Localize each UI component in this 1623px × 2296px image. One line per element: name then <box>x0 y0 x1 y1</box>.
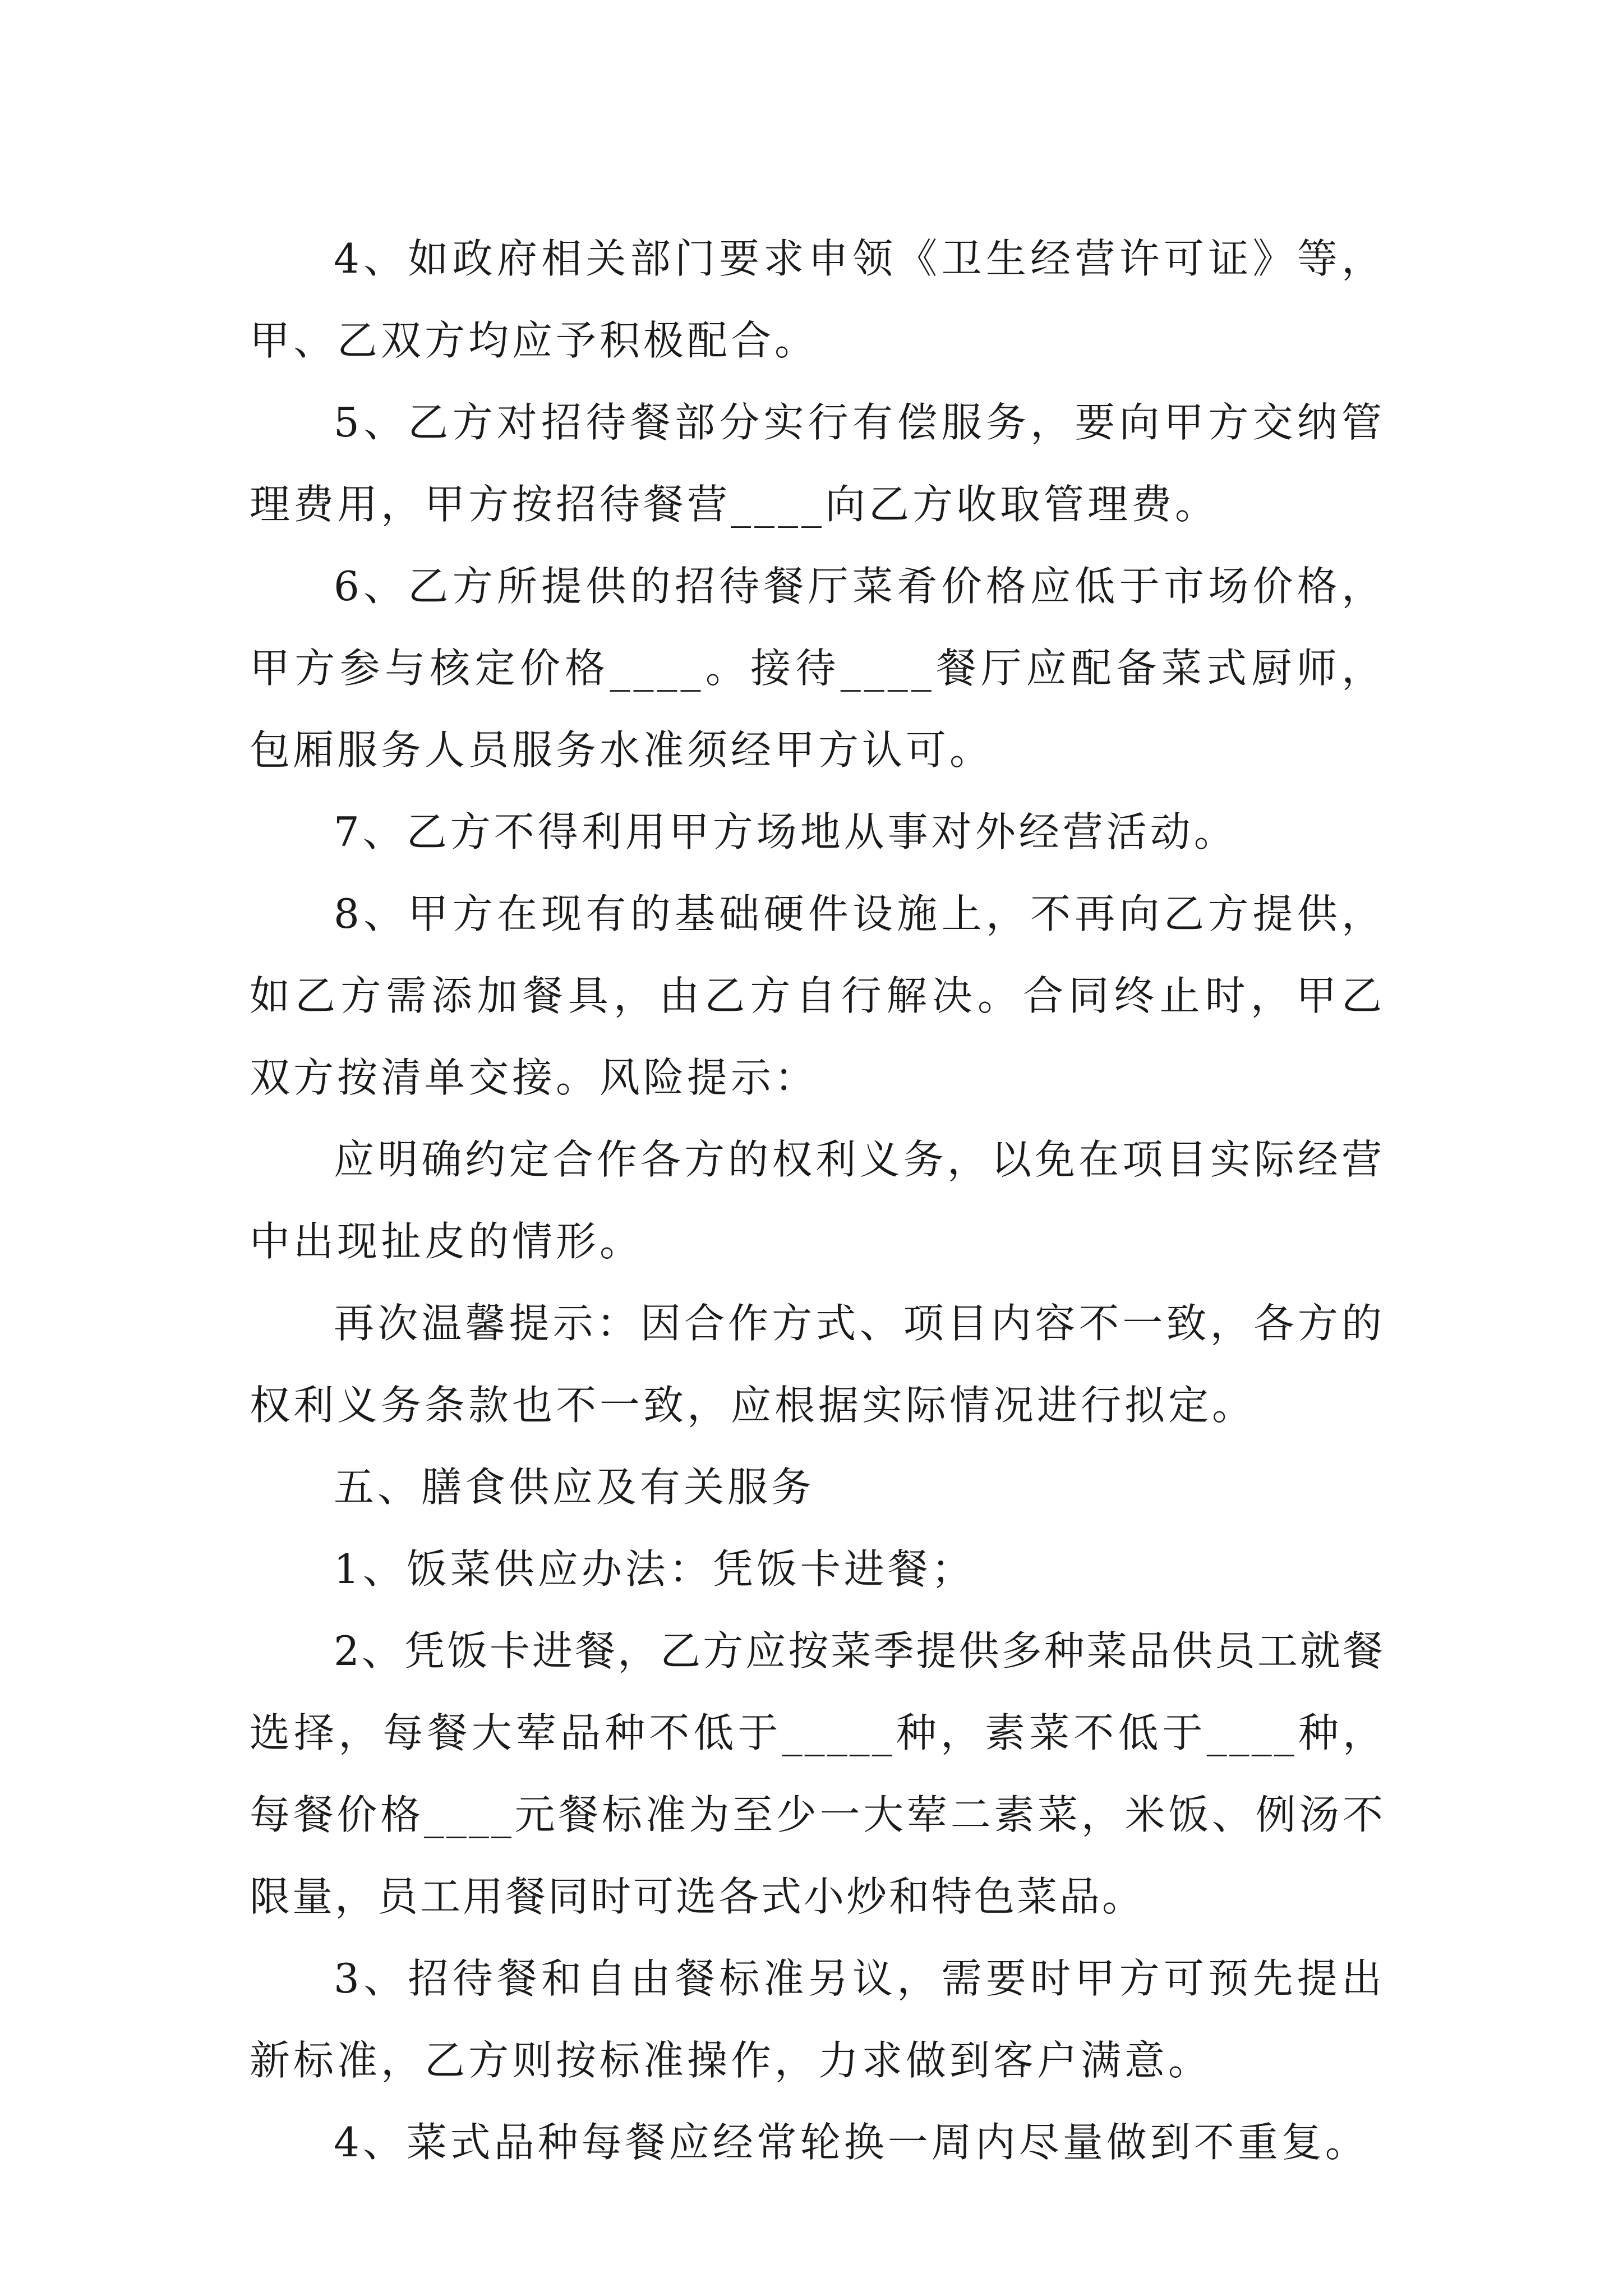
meal-clause-3: 3、招待餐和自由餐标准另议，需要时甲方可预先提出新标准，乙方则按标准操作，力求做到客户满意。 <box>250 1955 1385 2084</box>
meal-clause-1: 1、饭菜供应办法：凭饭卡进餐； <box>334 1545 975 1593</box>
clause-5-management-fee: 5、乙方对招待餐部分实行有偿服务，要向甲方交纳管理费用，甲方按招待餐营____向乙方收取管理费。 <box>250 399 1385 528</box>
meal-clause-2: 2、凭饭卡进餐，乙方应按菜季提供多种菜品供员工就餐选择，每餐大荤品种不低于_____种，素菜不低于____种，每餐价格____元餐标准为至少一大荤二素菜，米饭、例汤不限量，员工用餐同时可选各式小炒和特色菜品。 <box>250 1627 1385 1920</box>
document-body <box>250 218 1385 2183</box>
section-heading-meal-supply: 五、膳食供应及有关服务 <box>334 1464 815 1511</box>
reminder-note: 再次温馨提示：因合作方式、项目内容不一致，各方的权利义务条款也不一致，应根据实际情况进行拟定。 <box>250 1300 1385 1429</box>
clause-7-no-external-business: 7、乙方不得利用甲方场地从事对外经营活动。 <box>334 808 1238 855</box>
clause-6-pricing: 6、乙方所提供的招待餐厅菜肴价格应低于市场价格，甲方参与核定价格____。接待____餐厅应配备菜式厨师，包厢服务人员服务水准须经甲方认可。 <box>250 563 1385 774</box>
clause-4-permit: 4、如政府相关部门要求申领《卫生经营许可证》等，甲、乙双方均应予积极配合。 <box>250 235 1385 364</box>
risk-note: 应明确约定合作各方的权利义务，以免在项目实际经营中出现扯皮的情形。 <box>250 1136 1385 1265</box>
meal-clause-4: 4、菜式品种每餐应经常轮换一周内尽量做到不重复。 <box>334 2119 1369 2166</box>
clause-8-facilities: 8、甲方在现有的基础硬件设施上，不再向乙方提供，如乙方需添加餐具，由乙方自行解决。合同终止时，甲乙双方按清单交接。风险提示： <box>250 890 1385 1101</box>
